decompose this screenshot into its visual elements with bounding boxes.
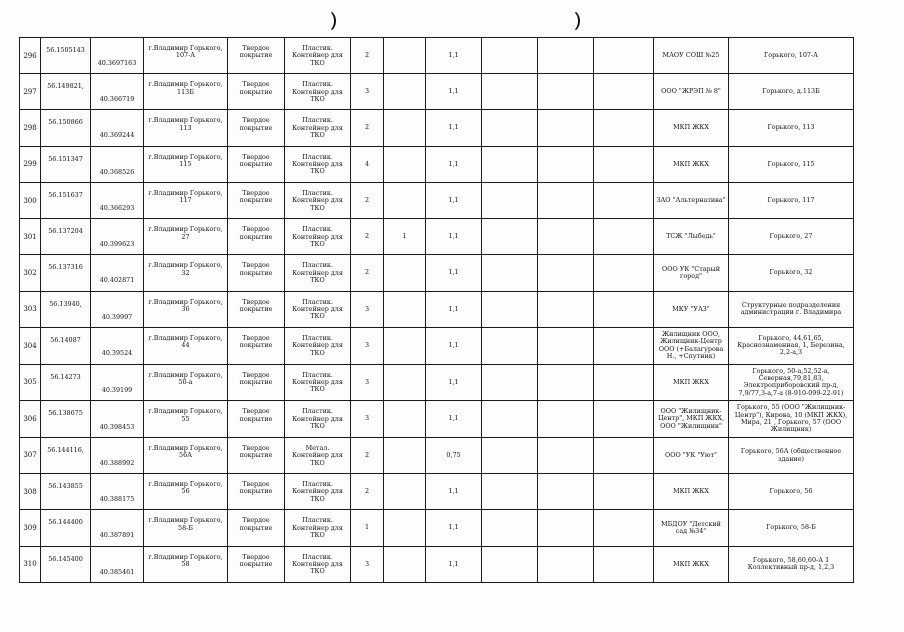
row-number: 302 — [20, 255, 41, 291]
owner-cell: МБДОУ "Детский сад №34" — [654, 510, 729, 546]
row-number: 310 — [20, 546, 41, 582]
extra-count-cell — [384, 38, 426, 74]
empty-cell — [482, 182, 538, 218]
container-count-cell: 2 — [351, 255, 384, 291]
owner-cell: МКП ЖКХ — [654, 474, 729, 510]
address-cell: г.Владимир Горького, 50-а — [144, 364, 228, 401]
container-count-cell: 2 — [351, 38, 384, 74]
empty-cell — [594, 182, 654, 218]
table-row — [20, 291, 854, 327]
empty-cell — [538, 74, 594, 110]
container-count-cell: 3 — [351, 74, 384, 110]
container-count-cell: 2 — [351, 182, 384, 218]
volume-cell: 1,1 — [426, 546, 482, 582]
empty-cell — [482, 327, 538, 364]
volume-cell: 1,1 — [426, 146, 482, 182]
extra-count-cell — [384, 146, 426, 182]
longitude-cell: 40.369244 — [91, 110, 144, 146]
volume-cell: 1,1 — [426, 255, 482, 291]
row-number: 303 — [20, 291, 41, 327]
empty-cell — [538, 437, 594, 473]
owner-cell: МАОУ СОШ №25 — [654, 38, 729, 74]
longitude-cell: 40.387891 — [91, 510, 144, 546]
table-row — [20, 327, 854, 364]
volume-cell: 1,1 — [426, 327, 482, 364]
longitude-cell: 40.388175 — [91, 474, 144, 510]
latitude-cell: 56.1505143 — [41, 38, 91, 74]
empty-cell — [594, 474, 654, 510]
empty-cell — [594, 401, 654, 438]
surface-cell: Твердое покрытие — [228, 255, 285, 291]
container-count-cell: 1 — [351, 510, 384, 546]
empty-cell — [594, 38, 654, 74]
address-cell: г.Владимир Горького, 56А — [144, 437, 228, 473]
address-cell: г.Владимир Горького, 117 — [144, 182, 228, 218]
container-count-cell: 4 — [351, 146, 384, 182]
served-objects-cell: Горького, 50-а,52,52-а, Северная,79,81,83, Электроприборовский пр-д, 7,9/77,3-а,7-а (8-910-099-22-91) — [729, 364, 854, 401]
container-type-cell: Пластик. Контейнер для ТКО — [285, 110, 351, 146]
table-row — [20, 364, 854, 401]
served-objects-cell: Горького, 58-Б — [729, 510, 854, 546]
surface-cell: Твердое покрытие — [228, 219, 285, 255]
extra-count-cell — [384, 182, 426, 218]
volume-cell: 1,1 — [426, 38, 482, 74]
volume-cell: 1,1 — [426, 510, 482, 546]
volume-cell: 1,1 — [426, 74, 482, 110]
container-count-cell: 3 — [351, 401, 384, 438]
address-cell: г.Владимир Горького, 107-А — [144, 38, 228, 74]
volume-cell: 1,1 — [426, 401, 482, 438]
extra-count-cell — [384, 364, 426, 401]
served-objects-cell: Горького, 107-А — [729, 38, 854, 74]
owner-cell: МКП ЖКХ — [654, 364, 729, 401]
empty-cell — [538, 510, 594, 546]
longitude-cell: 40.368526 — [91, 146, 144, 182]
surface-cell: Твердое покрытие — [228, 74, 285, 110]
scan-mark-left — [318, 10, 336, 32]
volume-cell: 1,1 — [426, 110, 482, 146]
empty-cell — [538, 474, 594, 510]
extra-count-cell — [384, 255, 426, 291]
longitude-cell: 40.39997 — [91, 291, 144, 327]
empty-cell — [538, 327, 594, 364]
extra-count-cell — [384, 401, 426, 438]
address-cell: г.Владимир Горького, 36 — [144, 291, 228, 327]
empty-cell — [538, 364, 594, 401]
longitude-cell: 40.399623 — [91, 219, 144, 255]
table-body — [20, 38, 854, 583]
longitude-cell: 40.3697163 — [91, 38, 144, 74]
container-type-cell: Метал. Контейнер для ТКО — [285, 437, 351, 473]
empty-cell — [538, 546, 594, 582]
surface-cell: Твердое покрытие — [228, 146, 285, 182]
volume-cell: 1,1 — [426, 474, 482, 510]
empty-cell — [482, 74, 538, 110]
table-row — [20, 546, 854, 582]
longitude-cell: 40.366719 — [91, 74, 144, 110]
latitude-cell: 56.138675 — [41, 401, 91, 438]
latitude-cell: 56.144116, — [41, 437, 91, 473]
scan-mark-right — [562, 10, 580, 32]
container-sites-table — [19, 37, 854, 583]
container-type-cell: Пластик. Контейнер для ТКО — [285, 38, 351, 74]
row-number: 305 — [20, 364, 41, 401]
empty-cell — [538, 182, 594, 218]
address-cell: г.Владимир Горького, 44 — [144, 327, 228, 364]
row-number: 306 — [20, 401, 41, 438]
longitude-cell: 40.398453 — [91, 401, 144, 438]
owner-cell: МКП ЖКХ — [654, 546, 729, 582]
container-type-cell: Пластик. Контейнер для ТКО — [285, 255, 351, 291]
empty-cell — [594, 146, 654, 182]
empty-cell — [594, 546, 654, 582]
empty-cell — [538, 401, 594, 438]
latitude-cell: 56.137316 — [41, 255, 91, 291]
longitude-cell: 40.39524 — [91, 327, 144, 364]
surface-cell: Твердое покрытие — [228, 401, 285, 438]
empty-cell — [594, 219, 654, 255]
volume-cell: 1,1 — [426, 182, 482, 218]
latitude-cell: 56.144400 — [41, 510, 91, 546]
address-cell: г.Владимир Горького, 55 — [144, 401, 228, 438]
owner-cell: ООО "ЖРЭП № 8" — [654, 74, 729, 110]
empty-cell — [482, 110, 538, 146]
row-number: 308 — [20, 474, 41, 510]
table-row — [20, 437, 854, 473]
volume-cell: 1,1 — [426, 219, 482, 255]
extra-count-cell — [384, 474, 426, 510]
table-row — [20, 510, 854, 546]
owner-cell: ООО "УК "Уют" — [654, 437, 729, 473]
empty-cell — [594, 364, 654, 401]
empty-cell — [538, 146, 594, 182]
owner-cell: ООО УК "Старый город" — [654, 255, 729, 291]
extra-count-cell — [384, 510, 426, 546]
empty-cell — [594, 255, 654, 291]
surface-cell: Твердое покрытие — [228, 291, 285, 327]
latitude-cell: 56.143855 — [41, 474, 91, 510]
extra-count-cell — [384, 110, 426, 146]
empty-cell — [594, 110, 654, 146]
owner-cell: ТСЖ "Лыбедь" — [654, 219, 729, 255]
extra-count-cell — [384, 437, 426, 473]
container-type-cell: Пластик. Контейнер для ТКО — [285, 401, 351, 438]
row-number: 296 — [20, 38, 41, 74]
empty-cell — [482, 364, 538, 401]
empty-cell — [482, 474, 538, 510]
latitude-cell: 56.137204 — [41, 219, 91, 255]
address-cell: г.Владимир Горького, 32 — [144, 255, 228, 291]
owner-cell: ООО "Жилищник-Центр", МКП ЖКХ, ООО "Жилищник" — [654, 401, 729, 438]
address-cell: г.Владимир Горького, 113Б — [144, 74, 228, 110]
container-count-cell: 3 — [351, 291, 384, 327]
extra-count-cell — [384, 291, 426, 327]
table-row — [20, 182, 854, 218]
empty-cell — [538, 219, 594, 255]
volume-cell: 1,1 — [426, 291, 482, 327]
row-number: 309 — [20, 510, 41, 546]
owner-cell: МКУ "УАЗ" — [654, 291, 729, 327]
container-type-cell: Пластик. Контейнер для ТКО — [285, 291, 351, 327]
row-number: 301 — [20, 219, 41, 255]
served-objects-cell: Горького, 113 — [729, 110, 854, 146]
longitude-cell: 40.366293 — [91, 182, 144, 218]
latitude-cell: 56.151637 — [41, 182, 91, 218]
empty-cell — [482, 510, 538, 546]
served-objects-cell: Структурные подразделения администрации г. Владимира — [729, 291, 854, 327]
served-objects-cell: Горького, 44,61,65, Краснознаменная, 1, Березина, 2,2-а,3 — [729, 327, 854, 364]
table-row — [20, 146, 854, 182]
table-row — [20, 401, 854, 438]
container-count-cell: 3 — [351, 546, 384, 582]
served-objects-cell: Горького, 55 (ООО "Жилищник-Центр"), Кирова, 10 (МКП ЖКХ), Мира, 21 , Горького, 57 (ООО Жилищник) — [729, 401, 854, 438]
latitude-cell: 56.13940, — [41, 291, 91, 327]
table-row — [20, 474, 854, 510]
empty-cell — [482, 255, 538, 291]
row-number: 297 — [20, 74, 41, 110]
served-objects-cell: Горького, 117 — [729, 182, 854, 218]
longitude-cell: 40.385461 — [91, 546, 144, 582]
latitude-cell: 56.14087 — [41, 327, 91, 364]
surface-cell: Твердое покрытие — [228, 327, 285, 364]
empty-cell — [482, 291, 538, 327]
longitude-cell: 40.402871 — [91, 255, 144, 291]
surface-cell: Твердое покрытие — [228, 364, 285, 401]
container-count-cell: 3 — [351, 364, 384, 401]
container-type-cell: Пластик. Контейнер для ТКО — [285, 146, 351, 182]
volume-cell: 1,1 — [426, 364, 482, 401]
extra-count-cell: 1 — [384, 219, 426, 255]
container-type-cell: Пластик. Контейнер для ТКО — [285, 327, 351, 364]
served-objects-cell: Горького, 27 — [729, 219, 854, 255]
served-objects-cell: Горького, 115 — [729, 146, 854, 182]
served-objects-cell: Горького, д.113Б — [729, 74, 854, 110]
container-count-cell: 2 — [351, 219, 384, 255]
empty-cell — [482, 401, 538, 438]
empty-cell — [594, 437, 654, 473]
owner-cell: ЗАО "Альтернатива" — [654, 182, 729, 218]
served-objects-cell: Горького, 56А (общественное здание) — [729, 437, 854, 473]
latitude-cell: 56.14273 — [41, 364, 91, 401]
surface-cell: Твердое покрытие — [228, 110, 285, 146]
surface-cell: Твердое покрытие — [228, 510, 285, 546]
row-number: 300 — [20, 182, 41, 218]
served-objects-cell: Горького, 32 — [729, 255, 854, 291]
table-row — [20, 110, 854, 146]
longitude-cell: 40.388992 — [91, 437, 144, 473]
volume-cell: 0,75 — [426, 437, 482, 473]
extra-count-cell — [384, 74, 426, 110]
address-cell: г.Владимир Горького, 56 — [144, 474, 228, 510]
address-cell: г.Владимир Горького, 58-Б — [144, 510, 228, 546]
empty-cell — [482, 219, 538, 255]
empty-cell — [594, 510, 654, 546]
extra-count-cell — [384, 546, 426, 582]
surface-cell: Твердое покрытие — [228, 437, 285, 473]
container-type-cell: Пластик. Контейнер для ТКО — [285, 219, 351, 255]
owner-cell: МКП ЖКХ — [654, 146, 729, 182]
container-type-cell: Пластик. Контейнер для ТКО — [285, 74, 351, 110]
table-row — [20, 219, 854, 255]
table-row — [20, 255, 854, 291]
empty-cell — [594, 327, 654, 364]
latitude-cell: 56.149821, — [41, 74, 91, 110]
empty-cell — [594, 291, 654, 327]
address-cell: г.Владимир Горького, 27 — [144, 219, 228, 255]
empty-cell — [538, 255, 594, 291]
empty-cell — [538, 38, 594, 74]
container-count-cell: 2 — [351, 110, 384, 146]
table-row — [20, 38, 854, 74]
row-number: 299 — [20, 146, 41, 182]
address-cell: г.Владимир Горького, 58 — [144, 546, 228, 582]
served-objects-cell: Горького, 56 — [729, 474, 854, 510]
container-type-cell: Пластик. Контейнер для ТКО — [285, 474, 351, 510]
surface-cell: Твердое покрытие — [228, 546, 285, 582]
empty-cell — [482, 437, 538, 473]
row-number: 298 — [20, 110, 41, 146]
surface-cell: Твердое покрытие — [228, 182, 285, 218]
owner-cell: МКП ЖКХ — [654, 110, 729, 146]
extra-count-cell — [384, 327, 426, 364]
surface-cell: Твердое покрытие — [228, 474, 285, 510]
empty-cell — [538, 110, 594, 146]
container-type-cell: Пластик. Контейнер для ТКО — [285, 182, 351, 218]
container-count-cell: 3 — [351, 327, 384, 364]
surface-cell: Твердое покрытие — [228, 38, 285, 74]
latitude-cell: 56.150866 — [41, 110, 91, 146]
container-count-cell: 2 — [351, 474, 384, 510]
empty-cell — [594, 74, 654, 110]
address-cell: г.Владимир Горького, 113 — [144, 110, 228, 146]
longitude-cell: 40.39199 — [91, 364, 144, 401]
empty-cell — [482, 38, 538, 74]
latitude-cell: 56.151347 — [41, 146, 91, 182]
row-number: 304 — [20, 327, 41, 364]
row-number: 307 — [20, 437, 41, 473]
container-count-cell: 2 — [351, 437, 384, 473]
empty-cell — [538, 291, 594, 327]
owner-cell: Жилищник ООО, Жилищник-Центр ООО (+Балагурова Н., +Спутник) — [654, 327, 729, 364]
latitude-cell: 56.145400 — [41, 546, 91, 582]
container-type-cell: Пластик. Контейнер для ТКО — [285, 510, 351, 546]
container-type-cell: Пластик. Контейнер для ТКО — [285, 546, 351, 582]
empty-cell — [482, 146, 538, 182]
served-objects-cell: Горького, 58,60,60-А 1 Коллективный пр-д, 1,2,3 — [729, 546, 854, 582]
container-type-cell: Пластик. Контейнер для ТКО — [285, 364, 351, 401]
address-cell: г.Владимир Горького, 115 — [144, 146, 228, 182]
table-row — [20, 74, 854, 110]
empty-cell — [482, 546, 538, 582]
